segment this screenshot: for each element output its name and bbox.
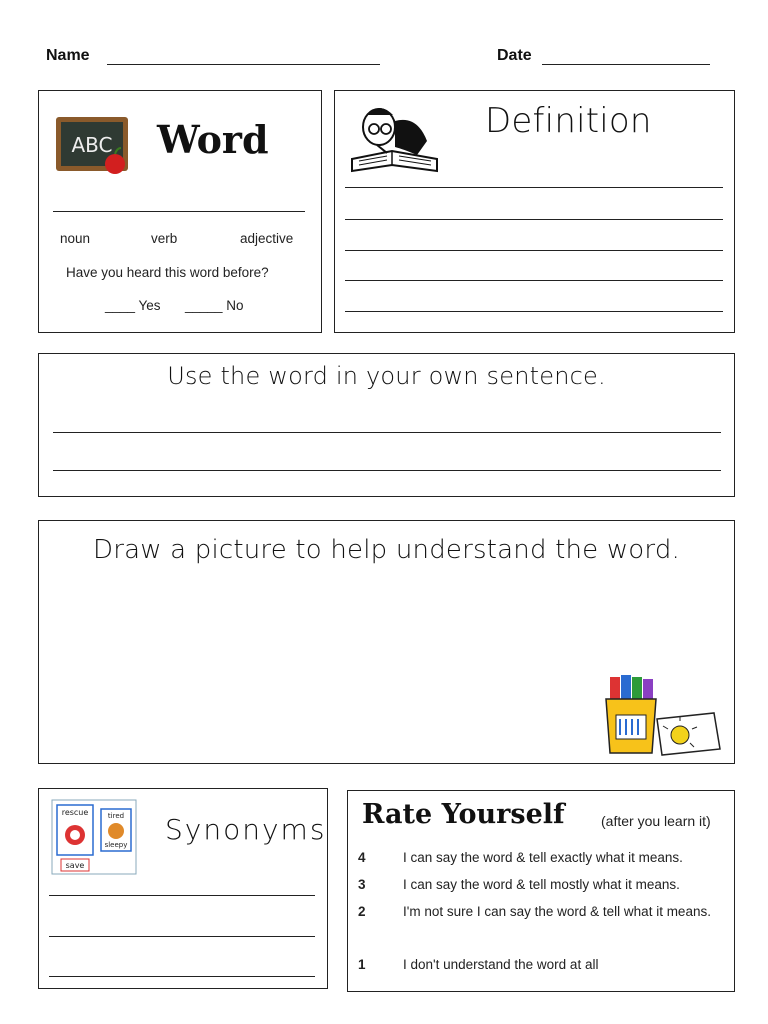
rate-num: 3 [358,877,366,892]
rate-box [347,790,735,992]
definition-title: Definition [485,101,652,141]
card1-sub: save [65,861,85,870]
rate-text: I'm not sure I can say the word & tell what it means. [403,904,711,919]
card2-text: tired [107,812,125,820]
date-line[interactable] [542,64,710,65]
pos-adjective[interactable]: adjective [240,231,294,246]
synonym-line-2[interactable] [49,936,315,937]
rate-text: I can say the word & tell mostly what it means. [403,877,680,892]
rate-num: 2 [358,904,366,919]
chalkboard-text: ABC [71,133,113,157]
rate-subtitle: (after you learn it) [601,813,711,829]
definition-line-3[interactable] [345,250,723,251]
sentence-line-2[interactable] [53,470,721,471]
sentence-title: Use the word in your own sentence. [167,362,606,390]
rate-num: 4 [358,850,366,865]
definition-line-1[interactable] [345,187,723,188]
word-box [38,90,322,333]
rate-text: I don't understand the word at all [403,957,599,972]
rate-text: I can say the word & tell exactly what it means. [403,850,683,865]
synonym-line-1[interactable] [49,895,315,896]
no-option[interactable]: _____ No [185,298,244,313]
date-label: Date [497,47,532,64]
picture-title: Draw a picture to help understand the word. [92,535,681,565]
name-line[interactable] [107,64,380,65]
word-title: Word [157,117,269,162]
pos-noun[interactable]: noun [60,231,91,246]
definition-line-2[interactable] [345,219,723,220]
card1-text: rescue [61,808,89,817]
definition-box [334,90,735,333]
card2-sub: sleepy [104,841,128,849]
synonyms-box [38,788,328,989]
heard-question: Have you heard this word before? [66,265,269,280]
chalkboard-icon [55,116,127,172]
definition-line-5[interactable] [345,311,723,312]
definition-line-4[interactable] [345,280,723,281]
name-label: Name [46,47,90,64]
rate-title: Rate Yourself [362,799,565,830]
yes-option[interactable]: ____ Yes [105,298,161,313]
synonyms-title: Synonyms [165,813,327,846]
reading-person-icon [347,99,442,179]
picture-box[interactable] [38,520,735,764]
pos-verb[interactable]: verb [151,231,178,246]
crayons-icon [602,669,722,757]
sentence-box [38,353,735,497]
sentence-line-1[interactable] [53,432,721,433]
synonym-line-3[interactable] [49,976,315,977]
word-answer-line[interactable] [53,211,305,212]
rate-num: 1 [358,957,366,972]
synonym-cards-icon [51,799,137,875]
